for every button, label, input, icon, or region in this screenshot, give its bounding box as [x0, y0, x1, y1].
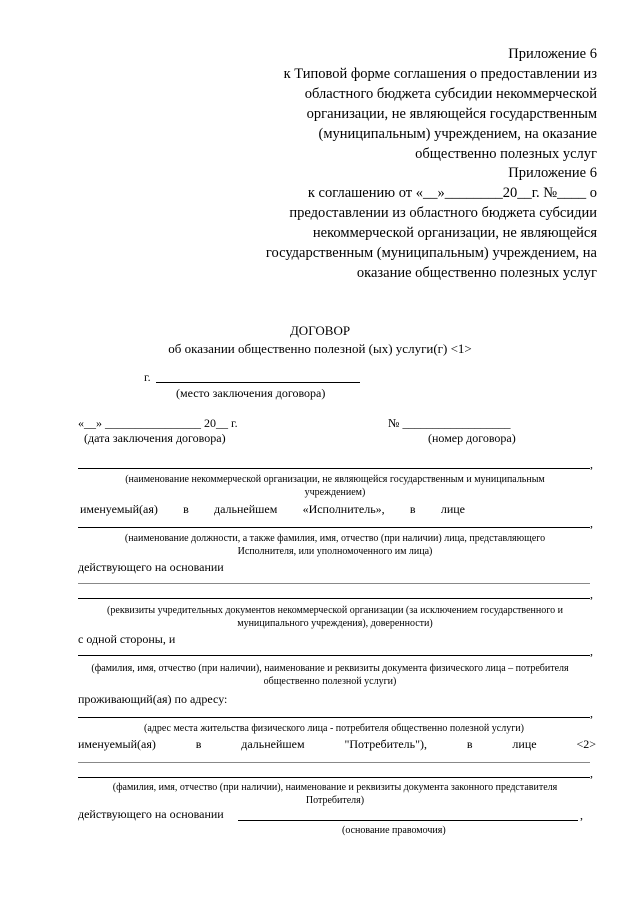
word: в — [195, 737, 202, 751]
word: дальнейшем — [241, 737, 305, 751]
rep-caption: (фамилия, имя, отчество (при наличии), наименование и реквизиты документа законного представителя Потребителя) — [112, 782, 558, 806]
word: в — [409, 502, 416, 516]
consumer-caption: (фамилия, имя, отчество (при наличии), наименование и реквизиты документа физического лица – потребителя общественно полезной услуги) — [91, 663, 569, 687]
place-caption: (место заключения договора) — [176, 386, 326, 400]
word: именуемый(ая) — [80, 502, 158, 516]
residing-label: проживающий(ая) по адресу: — [78, 692, 228, 706]
address-caption: (адрес места жительства физического лица - потребителя общественно полезной услуги) — [144, 723, 524, 734]
contract-date-field: «__» ________________ 20__ г. — [78, 416, 238, 430]
org-name-caption: (наименование некоммерческой организации, не являющейся государственным и муниципальным учреждением) — [125, 474, 545, 498]
basis-line-1 — [78, 583, 590, 584]
word: лице — [440, 502, 465, 516]
word: дальнейшем — [214, 502, 278, 516]
document-page: Приложение 6 к Типовой форме соглашения о предоставлении из областного бюджета субсидии некоммерческой организации, не являющейся государственным (муниципальным) учреждением, на оказание общественно полезных услуг Приложение 6 к соглашению от «__»________20__г. №____ о предоставлении из областного бюджета субсидии некоммерческой организации, не являющейся государственным (муниципальным) учреждением, на оказание общественно полезных услуг ДОГОВОР об оказании общественно полезной (ых) услуги(г) <1> г. (место заключения договора) «__» ________________ 20__ г. (дата заключения договора) № __________________ (номер договора) , (наименование некоммерческой организации, не являющейся государственным и муниципальным учреждением) именуемый(ая) в дальнейшем «Исполнитель», в лице , (наименование должности, а также фамилия, имя, отчество (при наличии) лица, представляющего Исполнителя, или уполномоченного им лица) действующего на основании , (реквизиты учредительных документов некоммерческой организации (за исключением государственного и муниципального учреждения), доверенности) с одной стороны, и , (фамилия, имя, отчество (при наличии), наименование и реквизиты документа физического лица – потребителя общественно полезной услуги) проживающий(ая) по адресу: , (адрес места жительства физического лица - потребителя общественно полезной услуги) именуемый(ая) в дальнейшем "Потребитель"), в лице <2> , (фамилия, имя, отчество (при наличии), наименование и реквизиты документа законного представителя Потребителя) действующего на основании , (основание правомочия) — [0, 0, 640, 905]
consumer-phrase — [78, 737, 596, 752]
appendix-2-line: Приложение 6 — [508, 165, 597, 181]
contract-date-caption: (дата заключения договора) — [84, 431, 226, 445]
appendix-1-line: областного бюджета субсидии некоммерческой — [304, 86, 597, 102]
place-prefix: г. — [144, 370, 151, 384]
word: в — [466, 737, 473, 751]
appendix-2-line: предоставлении из областного бюджета субсидии — [289, 205, 597, 221]
contract-subtitle: об оказании общественно полезной (ых) услуги(г) <1> — [168, 341, 472, 356]
appendix-2-line: государственным (муниципальным) учреждением, на — [265, 245, 597, 261]
docs-caption: (реквизиты учредительных документов некоммерческой организации (за исключением государственного и муниципального учреждения), доверенности) — [107, 605, 563, 629]
place-line — [156, 382, 360, 383]
acting-basis-2-label: действующего на основании — [78, 807, 224, 821]
word: <2> — [576, 737, 596, 751]
appendix-1-line: общественно полезных услуг — [415, 146, 597, 162]
authority-caption: (основание правомочия) — [342, 825, 446, 836]
appendix-1-line: (муниципальным) учреждением, на оказание — [318, 126, 597, 142]
appendix-2-line: оказание общественно полезных услуг — [356, 265, 597, 281]
contract-number-caption: (номер договора) — [428, 431, 516, 445]
appendix-1-line: к Типовой форме соглашения о предоставлении из — [283, 66, 597, 82]
word: именуемый(ая) — [78, 737, 156, 751]
appendix-1-line: организации, не являющейся государственным — [306, 106, 597, 122]
rep-line-2 — [78, 777, 590, 778]
acting-basis-label: действующего на основании — [78, 560, 224, 574]
word: "Потребитель"), — [344, 737, 428, 751]
executor-rep-line — [78, 527, 590, 528]
contract-title: ДОГОВОР — [289, 323, 351, 338]
appendix-1 — [284, 44, 597, 164]
word: в — [183, 502, 189, 516]
consumer-line — [78, 655, 590, 656]
word: лице — [512, 737, 537, 751]
appendix-2-line: некоммерческой организации, не являющейся — [312, 225, 597, 241]
word: «Исполнитель», — [302, 502, 385, 516]
appendix-2 — [266, 163, 597, 283]
rep-line-1 — [78, 762, 590, 763]
address-line — [78, 717, 590, 718]
appendix-1-line: Приложение 6 — [508, 46, 597, 62]
executor-phrase — [80, 502, 465, 517]
executor-rep-caption: (наименование должности, а также фамилия, имя, отчество (при наличии) лица, представляющего Исполнителя, или уполномоченного им лица) — [124, 533, 546, 557]
org-name-line — [78, 468, 590, 469]
authority-line — [238, 820, 578, 821]
contract-number-field: № __________________ — [388, 416, 511, 430]
basis-line-2 — [78, 598, 590, 599]
appendix-2-line: к соглашению от «__»________20__г. №____ о — [307, 185, 597, 201]
one-side-label: с одной стороны, и — [78, 632, 176, 646]
